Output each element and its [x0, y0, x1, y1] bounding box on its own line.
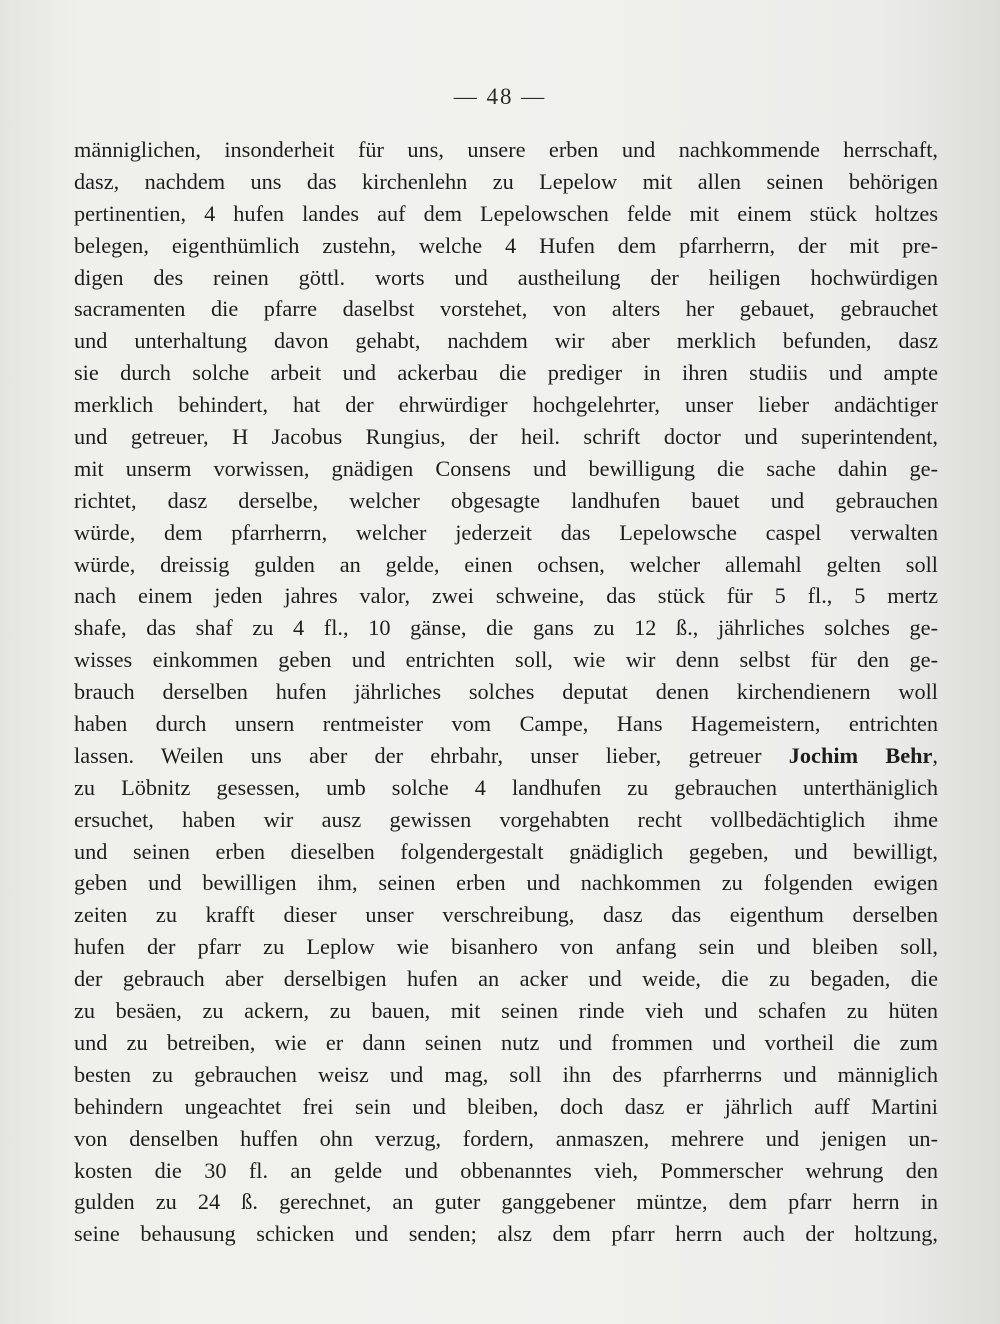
text-line: männiglichen, insonderheit für uns, unsere erben und nachkommende herrschaft, [74, 137, 938, 162]
text-line: hufen der pfarr zu Leplow wie bisanhero von anfang sein und bleiben soll, [74, 934, 938, 960]
text-line: zu Löbnitz gesessen, umb solche 4 landhufen zu gebrauchen unterthäniglich [74, 774, 938, 800]
text-line: würde, dem pfarrherrn, welcher jederzeit das Lepelowsche caspel verwalten [74, 519, 938, 545]
text-line: belegen, eigenthümlich zustehn, welche 4 Hufen dem pfarrherrn, der mit pre- [74, 232, 938, 258]
text-line: mit unserm vorwissen, gnädigen Consens und bewilligung die sache dahin ge- [74, 455, 938, 481]
text-line: und seinen erben dieselben folgendergestalt gnädiglich gegeben, und bewilligt, [74, 838, 938, 864]
text-line: brauch derselben hufen jährliches solches deputat denen kirchendienern woll [74, 679, 938, 705]
text-line: und unterhaltung davon gehabt, nachdem wir aber merklich befunden, dasz [74, 328, 938, 354]
text-line: sie durch solche arbeit und ackerbau die prediger in ihren studiis und ampte [74, 360, 938, 386]
text-line: seine behausung schicken und senden; alsz dem pfarr herrn auch der holtzung, [74, 1221, 938, 1247]
text-line-with-name [74, 740, 938, 772]
text-line: und getreuer, H Jacobus Rungius, der heil. schrift doctor und superintendent, [74, 424, 938, 450]
text-line: shafe, das shaf zu 4 fl., 10 gänse, die gans zu 12 ß., jährliches solches ge- [74, 615, 938, 641]
text-line: geben und bewilligen ihm, seinen erben und nachkommen zu folgenden ewigen [74, 870, 938, 896]
text-line: richtet, dasz derselbe, welcher obgesagte landhufen bauet und gebrauchen [74, 487, 938, 513]
person-name: Jochim Behr [788, 742, 933, 768]
text-line: pertinentien, 4 hufen landes auf dem Lepelowschen felde mit einem stück holtzes [74, 200, 938, 226]
text-line: haben durch unsern rentmeister vom Campe, Hans Hagemeistern, entrichten [74, 711, 938, 737]
text-line: merklich behindert, hat der ehrwürdiger hochgelehrter, unser lieber andächtiger [74, 392, 938, 418]
text-line: von denselben huffen ohn verzug, fordern, anmaszen, mehrere und jenigen un- [74, 1125, 938, 1151]
text-line: sacramenten die pfarre daselbst vorstehet, von alters her gebauet, gebrauchet [74, 296, 938, 322]
text-line: zu besäen, zu ackern, zu bauen, mit seinen rinde vieh und schafen zu hüten [74, 998, 938, 1024]
text-line: digen des reinen göttl. worts und austheilung der heiligen hochwürdigen [74, 264, 938, 290]
text-fragment: lassen. Weilen uns aber der ehrbahr, unser lieber, getreuer [74, 742, 789, 768]
text-line: würde, dreissig gulden an gelde, einen ochsen, welcher allemahl gelten soll [74, 551, 938, 577]
text-fragment: , [932, 742, 938, 768]
page-number: — 48 — [453, 84, 547, 109]
text-line: der gebrauch aber derselbigen hufen an acker und weide, die zu begaden, die [74, 966, 938, 992]
text-line: kosten die 30 fl. an gelde und obbenanntes vieh, Pommerscher wehrung den [74, 1157, 938, 1183]
text-line: dasz, nachdem uns das kirchenlehn zu Lepelow mit allen seinen behörigen [74, 168, 938, 194]
text-line: und zu betreiben, wie er dann seinen nutz und frommen und vortheil die zum [74, 1029, 938, 1055]
body-text [74, 134, 938, 1250]
text-line: besten zu gebrauchen weisz und mag, soll ihn des pfarrherrns und männiglich [74, 1061, 938, 1087]
text-line: nach einem jeden jahres valor, zwei schweine, das stück für 5 fl., 5 mertz [74, 583, 938, 609]
text-line: gulden zu 24 ß. gerechnet, an guter ganggebener müntze, dem pfarr herrn in [74, 1189, 938, 1215]
text-line: wisses einkommen geben und entrichten soll, wie wir denn selbst für den ge- [74, 647, 938, 673]
text-line: zeiten zu krafft dieser unser verschreibung, dasz das eigenthum derselben [74, 902, 938, 928]
text-line: behindern ungeachtet frei sein und bleiben, doch dasz er jährlich auff Martini [74, 1093, 938, 1119]
text-line: ersuchet, haben wir ausz gewissen vorgehabten recht vollbedächtiglich ihme [74, 806, 938, 832]
